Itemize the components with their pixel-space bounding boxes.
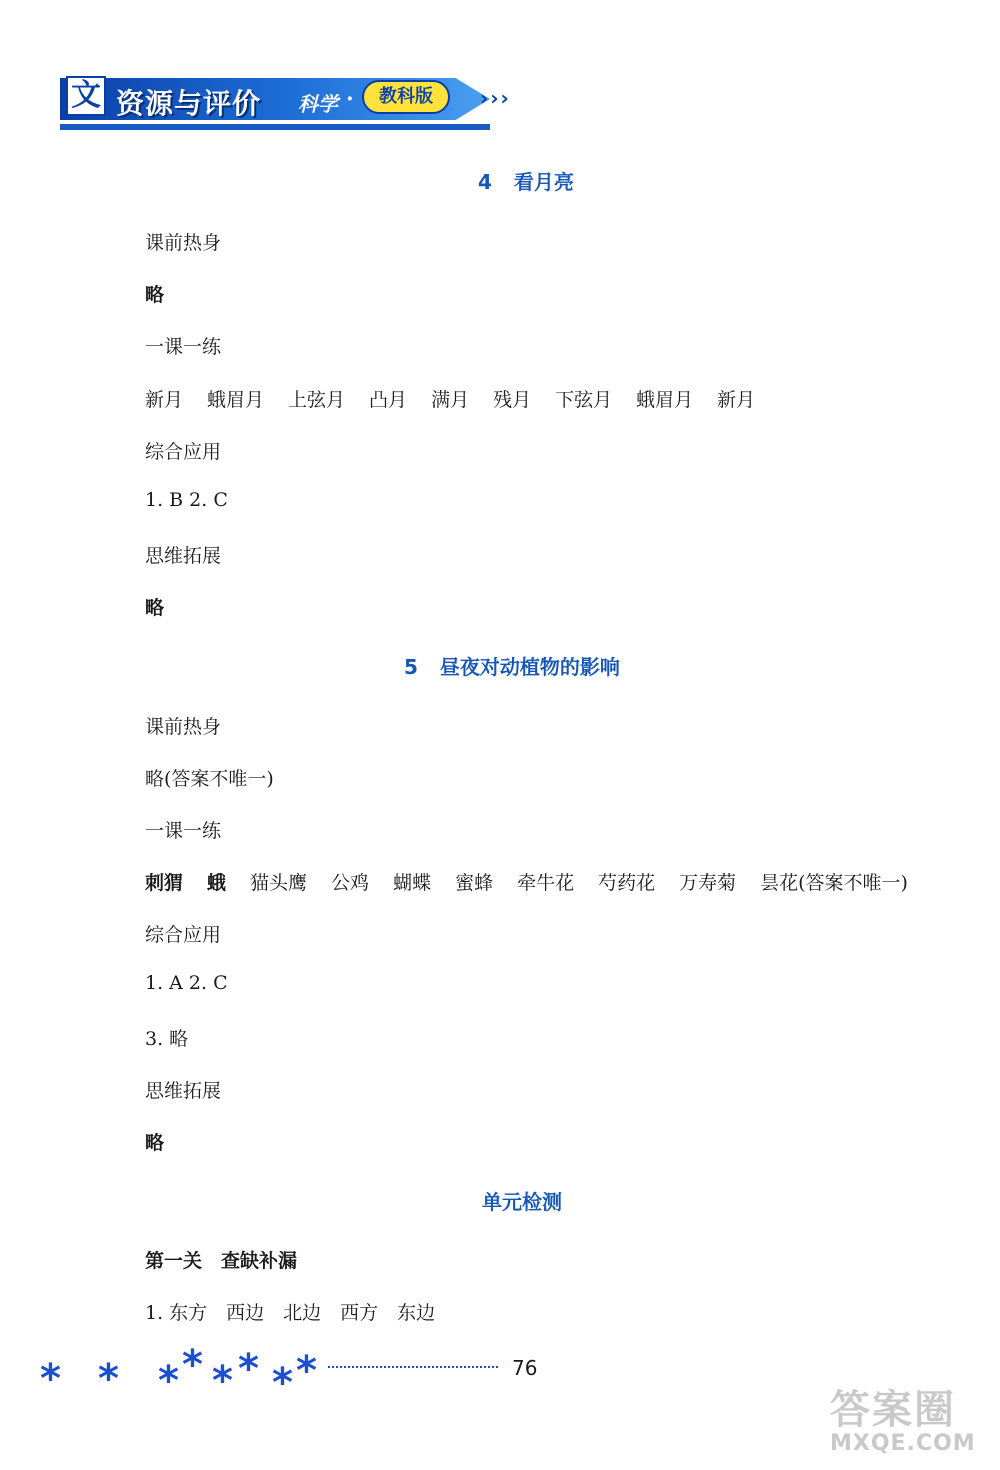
extend-answer: 略: [145, 597, 165, 619]
section-4-heading: [478, 166, 574, 195]
answer-word: 新月: [145, 389, 184, 411]
answer-word: 刺猬: [145, 872, 184, 894]
unit-test-heading: 单元检测: [482, 1190, 562, 1214]
answer-word: 蛾眉月: [207, 389, 265, 411]
answer-word: 牵牛花: [517, 872, 575, 894]
answer-word: 残月: [493, 389, 532, 411]
answer-word: 万寿菊: [679, 872, 737, 894]
answer-word: 蝴蝶: [393, 872, 432, 894]
practice-answer-list: [145, 868, 932, 895]
answer-word: 猫头鹰: [250, 872, 308, 894]
star-icon: *: [98, 1356, 119, 1402]
extend-label: 思维拓展: [145, 545, 222, 567]
footer-dotted-leader: [328, 1366, 498, 1368]
answer-word: 凸月: [369, 389, 408, 411]
warmup-label: 课前热身: [145, 716, 222, 738]
apply-answer: 1. A 2. C: [145, 972, 228, 994]
watermark-logo: [830, 1378, 976, 1456]
apply-label: 综合应用: [145, 441, 222, 463]
page-header-banner: [60, 70, 530, 132]
arrows-icon: ›››: [480, 86, 511, 110]
extend-label: 思维拓展: [145, 1080, 222, 1102]
book-title: 资源与评价: [116, 87, 262, 120]
star-icon: *: [158, 1358, 179, 1404]
watermark-url: MXQE.COM: [830, 1431, 976, 1456]
star-icon: *: [212, 1358, 233, 1404]
extend-answer: 略: [145, 1132, 165, 1154]
answer-word: 蛾: [207, 872, 227, 894]
answer-word: 新月: [717, 389, 756, 411]
watermark-text: 答案圈: [830, 1387, 956, 1433]
header-underline: [60, 124, 490, 130]
apply-label: 综合应用: [145, 924, 222, 946]
star-icon: *: [182, 1342, 203, 1388]
part-1-label: 第一关 查缺补漏: [145, 1250, 298, 1272]
question-1-answer: 1. 东方 西边 北边 西方 东边: [145, 1302, 436, 1324]
section-5-heading: [404, 651, 620, 680]
star-icon: *: [238, 1346, 259, 1392]
section-number: 5: [404, 655, 418, 679]
answer-word: 蛾眉月: [636, 389, 694, 411]
section-number: 4: [478, 170, 492, 194]
subject-label: 科学: [298, 92, 338, 116]
practice-label: 一课一练: [145, 820, 222, 842]
answer-word: 满月: [431, 389, 470, 411]
apply-answer: 1. B 2. C: [145, 489, 228, 511]
page-number: 76: [512, 1356, 538, 1380]
section-title: 看月亮: [513, 170, 574, 194]
practice-answer-list: [145, 385, 779, 412]
section-title: 昼夜对动植物的影响: [439, 655, 620, 679]
warmup-label: 课前热身: [145, 232, 222, 254]
answer-word: 公鸡: [331, 872, 370, 894]
answer-word: 上弦月: [288, 389, 346, 411]
star-icon: *: [40, 1356, 61, 1402]
warmup-answer: 略(答案不唯一): [145, 768, 274, 790]
practice-label: 一课一练: [145, 336, 222, 358]
separator-dot: ·: [346, 86, 354, 112]
apply-answer-3: 3. 略: [145, 1028, 189, 1050]
edition-badge: 教科版: [362, 80, 450, 114]
book-logo-icon: 文: [66, 76, 106, 116]
answer-word: 昙花(答案不唯一): [760, 872, 908, 894]
answer-word: 芍药花: [598, 872, 656, 894]
answer-word: 下弦月: [555, 389, 613, 411]
star-icon: *: [296, 1348, 317, 1394]
star-icon: *: [272, 1360, 293, 1406]
answer-word: 蜜蜂: [455, 872, 494, 894]
warmup-answer: 略: [145, 284, 165, 306]
